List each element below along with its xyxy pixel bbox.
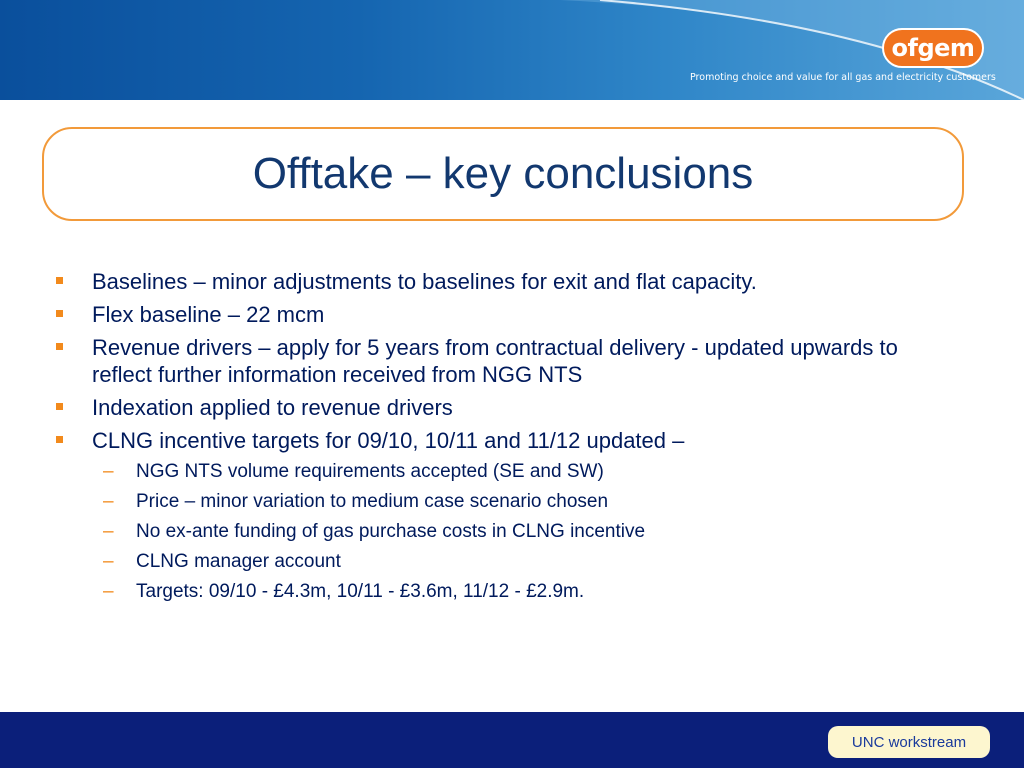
sub-bullet-item: [50, 580, 950, 604]
square-bullet-icon: [56, 310, 63, 317]
sub-bullet-text: No ex-ante funding of gas purchase costs in CLNG incentive: [136, 521, 646, 542]
square-bullet-icon: [56, 403, 63, 410]
square-bullet-icon: [56, 436, 63, 443]
bullet-text: CLNG incentive targets for 09/10, 10/11 and 11/12 updated –: [92, 428, 685, 453]
sub-bullet-item: [50, 460, 950, 484]
header-tagline: Promoting choice and value for all gas and electricity customers: [690, 72, 996, 83]
sub-bullet-text: CLNG manager account: [136, 551, 341, 572]
bullet-item: [50, 301, 950, 328]
dash-bullet-icon: –: [103, 551, 114, 572]
footer-label: [828, 726, 990, 758]
sub-bullet-text: Price – minor variation to medium case scenario chosen: [136, 491, 609, 512]
header-swoosh: [0, 0, 1024, 100]
bullet-text: Flex baseline – 22 mcm: [92, 302, 325, 327]
dash-bullet-icon: –: [103, 581, 114, 602]
title-box: [42, 127, 964, 221]
square-bullet-icon: [56, 277, 63, 284]
sub-bullet-item: [50, 520, 950, 544]
bullet-item: [50, 427, 950, 454]
header-band: [0, 0, 1024, 100]
bullet-item: [50, 268, 950, 295]
sub-bullet-text: Targets: 09/10 - £4.3m, 10/11 - £3.6m, 11/12 - £2.9m.: [136, 581, 585, 602]
bullet-text: Indexation applied to revenue drivers: [92, 395, 453, 420]
bullet-item: [50, 334, 950, 388]
sub-bullet-item: [50, 550, 950, 574]
sub-bullet-item: [50, 490, 950, 514]
dash-bullet-icon: –: [103, 461, 114, 482]
dash-bullet-icon: –: [103, 521, 114, 542]
dash-bullet-icon: –: [103, 491, 114, 512]
logo-text: ofgem: [891, 34, 975, 62]
footer-label-text: UNC workstream: [851, 733, 967, 751]
bullet-text: Revenue drivers – apply for 5 years from contractual delivery - updated upwards to reflect further information received from NGG NTS: [92, 335, 898, 387]
slide-title: Offtake – key conclusions: [252, 149, 754, 198]
sub-bullet-text: NGG NTS volume requirements accepted (SE and SW): [136, 461, 604, 482]
bullet-text: Baselines – minor adjustments to baselines for exit and flat capacity.: [92, 269, 757, 294]
bullet-item: [50, 394, 950, 421]
ofgem-logo: [882, 28, 984, 68]
square-bullet-icon: [56, 343, 63, 350]
bullet-list: [50, 268, 950, 610]
